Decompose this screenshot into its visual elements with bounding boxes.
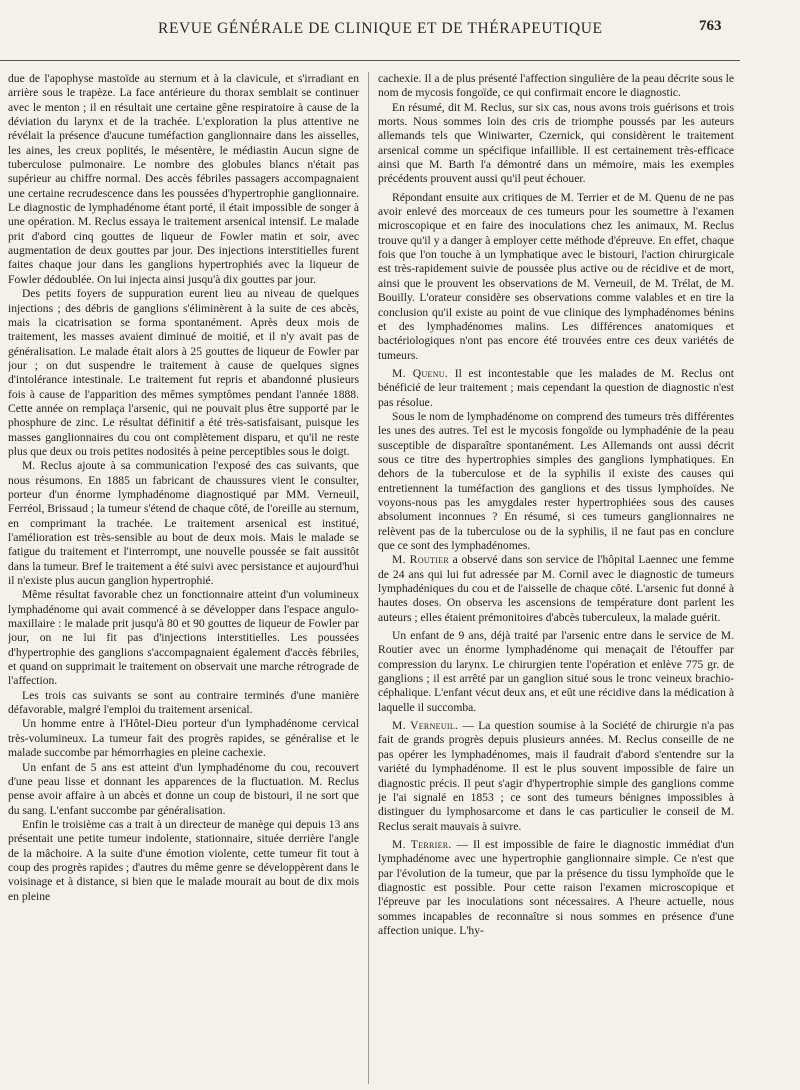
column-divider xyxy=(368,72,369,1084)
paragraph: Des petits foyers de suppuration eurent lieu au niveau de quelques injections ; des débris de ganglions s'éliminèrent à la suite de ces abcès, mais la cicatrisation se forma spontanément. Après deux mois de traitement, les masses avaient diminué de moitié, et il n'y avait pas de généralisation. Le malade était alors à 25 gouttes de liqueur de Fowler par jour ; on dut suspendre le traitement à cause de quelques signes d'intolérance intestinale. Le traitement fut repris et abandonné plusieurs fois à cause de l'apparition des mêmes symptômes pendant l'année 1888. Cette année on remplaça l'arsenic, qui ne pouvait plus être supporté par le phosphure de zinc. Le résultat définitif a été très-satisfaisant, puisque les masses ganglionnaires du cou ont complètement disparu, et qu'il ne reste plus que deux ou trois petites nodosités à peine perceptibles sous le doigt. xyxy=(8,287,359,458)
header-rule xyxy=(0,60,740,61)
speaker-name: M. Verneuil. xyxy=(392,719,459,733)
page-header xyxy=(0,14,800,44)
page-number: 763 xyxy=(699,18,722,34)
paragraph: Sous le nom de lymphadénome on comprend des tumeurs très différentes les unes des autres. Tel est le mycosis fongoïde ou lymphadénie de la peau susceptible de disparaître spontanément. Les Allemands ont aussi décrit sous ce titre des hypertrophies simples des ganglions lymphatiques. En dehors de la tuberculose et de la syphilis il existe des causes qui entretiennent la tuméfaction des ganglions et des tissus lymphoïdes. Ne voyons-nous pas les amygdales rester hypertrophiées sous des causes absolument inconnues ? En résumé, si ces tumeurs ganglionnaires ne relèvent pas de la tuberculose ou de la syphilis, il ne faut pas en conclure que ce sont des lymphadénomes. xyxy=(378,409,734,552)
paragraph: Les trois cas suivants se sont au contraire terminés d'une manière défavorable, malgré l'emploi du traitement arsenical. xyxy=(8,688,359,717)
paragraph: Même résultat favorable chez un fonctionnaire atteint d'un volumineux lymphadénome qui avait commencé à se développer dans l'espace angulo-maxillaire : le malade prit jusqu'à 80 et 90 gouttes de liqueur de Fowler par jour, on ne lui fit pas d'injections interstitielles. Les poussées d'hypertrophie des ganglions s'accompagnaient également d'accès fébriles, et quand on supprimait le traitement on observait une marche rétrograde de l'affection. xyxy=(8,588,359,688)
paragraph: Un enfant de 5 ans est atteint d'un lymphadénome du cou, recouvert d'une peau lisse et donnant les apparences de la fluctuation. M. Reclus pense avoir affaire à un abcès et donne un coup de bistouri, il ne sort que du sang. L'enfant succombe par généralisation. xyxy=(8,760,359,817)
left-column xyxy=(8,72,359,1084)
paragraph: Un homme entre à l'Hôtel-Dieu porteur d'un lymphadénome cervical très-volumineux. La tumeur fait des progrès rapides, se généralise et le malade succombe par hémorrhagies en pleine cachexie. xyxy=(8,717,359,760)
paragraph: M. Verneuil. — La question soumise à la Société de chirurgie n'a pas fait de grands progrès depuis plusieurs années. M. Reclus conseille de ne pas opérer les lymphadénomes, mais il faudrait d'abord s'entendre sur la variété du lymphadénome. Il est le plus souvent impossible de faire un diagnostic précis. Il peut s'agir d'hypertrophie simple des ganglions comme je l'ai signalé en 1853 ; ce sont des tumeurs bénignes impossibles à distinguer du lymphosarcome et dans le cas particulier le conseil de M. Reclus serait mauvais à suivre. xyxy=(378,719,734,833)
paragraph: Enfin le troisième cas a trait à un directeur de manège qui depuis 13 ans présentait une petite tumeur indolente, stationnaire, située derrière l'angle de la mâchoire. A la suite d'une émotion violente, cette tumeur fit tout à coup des progrès rapides ; d'autres du même genre se développèrent dans le voisinage et à distance, si bien que le malade mourait au bout de dix mois en pleine xyxy=(8,817,359,903)
paragraph: cachexie. Il a de plus présenté l'affection singulière de la peau décrite sous le nom de mycosis fongoïde, ce qui confirmait encore le diagnostic. xyxy=(378,72,734,100)
paragraph: Un enfant de 9 ans, déjà traité par l'arsenic entre dans le service de M. Routier avec un énorme lymphadénome qui menaçait de l'étouffer par compression du larynx. Le chirurgien tente l'opération et enlève 775 gr. de ganglions ; il est arrêté par un ganglion situé sous le tronc veineux brachio-céphalique. L'enfant vécut deux ans, et eût une récidive dans la médication à laquelle il succomba. xyxy=(378,629,734,714)
paragraph: M. Routier a observé dans son service de l'hôpital Laennec une femme de 24 ans qui lui fut adressée par M. Cornil avec le diagnostic de tumeurs lymphadéniques du cou et de l'aisselle de chaque côté. L'arsenic fut donné à hautes doses. On observa les ascensions de température dont parlent les auteurs ; elles étaient prémonitoires d'abcès tuberculeux, la malade guérit. xyxy=(378,553,734,624)
running-title: REVUE GÉNÉRALE DE CLINIQUE ET DE THÉRAPEUTIQUE xyxy=(158,20,603,37)
right-column xyxy=(378,72,734,1084)
speaker-name: M. Routier xyxy=(392,553,449,567)
paragraph: M. Terrier. — Il est impossible de faire le diagnostic immédiat d'un lymphadénome avec une hypertrophie ganglionnaire simple. Ce n'est que par l'évolution de la tumeur, que par la présence du tissu lymphoïde que le diagnostic est possible. Pour cette raison l'examen microscopique et l'épreuve par les inoculations sont nécessaires. A l'heure actuelle, nous sommes incapables de reconnaître si nous sommes en présence d'une affection unique. L'hy- xyxy=(378,837,734,937)
paragraph: En résumé, dit M. Reclus, sur six cas, nous avons trois guérisons et trois morts. Nous sommes loin des cris de triomphe poussés par les auteurs allemands tels que Winiwarter, Czernick, qui considèrent le traitement arsenical comme un spécifique infaillible. Il est certainement très-efficace ainsi que M. Barth l'a démontré dans un mémoire, mais les exemples précédents prouvent aussi qu'il peut échouer. xyxy=(378,100,734,186)
speaker-name: M. Quenu. xyxy=(392,366,449,380)
paragraph: Répondant ensuite aux critiques de M. Terrier et de M. Quenu de ne pas avoir enlevé des morceaux de ces tumeurs pour les soumettre à l'examen microscopique et en faire des inoculations chez les animaux, M. Reclus trouve qu'il y a danger à employer cette méthode d'épreuve. En effet, chaque fois que l'on touche à un lymphatique avec le bistouri, l'action chirurgicale est très-rapidement suivie de poussée plus active ou de récidive et de mort, ainsi que le prouvent les observations de M. Verneuil, de M. Trélat, de M. Bouilly. L'orateur considère ses observations comme valables et en tire la conclusion qu'il existe au point de vue clinique des lymphadénomes bénins et des lymphadénomes malins. Les différences anatomiques et bactériologiques n'ont pas encore été trouvées entre ces deux variétés de tumeurs. xyxy=(378,190,734,362)
paragraph: M. Quenu. Il est incontestable que les malades de M. Reclus ont bénéficié de leur traitement ; mais cependant la question de diagnostic n'est pas résolue. xyxy=(378,366,734,409)
speaker-name: M. Terrier. xyxy=(392,837,452,851)
paragraph: due de l'apophyse mastoïde au sternum et à la clavicule, et s'irradiant en arrière sous le trapèze. La face antérieure du thorax semblait se continuer avec le menton ; il en résultait une certaine gêne respiratoire à cause de la déviation du larynx et de la trachée. L'exploration la plus attentive ne révélait la présence d'aucune tuméfaction ganglionnaire dans les aisselles, les aines, les creux poplités, le mésentère, le médiastin Aucun signe de tuberculose pulmonaire. Le nombre des globules blancs n'était pas supérieur au chiffre normal. Des accès fébriles passagers accompagnaient une certaine recrudescence dans les poussées d'hypertrophie ganglionnaire. Le diagnostic de lymphadénome étant porté, il était impossible de songer à une opération. M. Reclus essaya le traitement arsenical intensif. Le malade prit d'abord cinq gouttes de liqueur de Fowler matin et soir, avec augmentation de deux gouttes par jour. Des injections interstitielles furent faites chaque jour dans les ganglions hypertrophiés avec la liqueur de Fowler dédoublée. On lui injecta ainsi jusqu'à dix gouttes par jour. xyxy=(8,72,359,286)
paragraph: M. Reclus ajoute à sa communication l'exposé des cas suivants, que nous résumons. En 1885 un fabricant de chaussures vient le consulter, porteur d'un énorme lymphadénome diagnostiqué par MM. Verneuil, Ferréol, Brissaud ; la tumeur s'étend de chaque côté, de l'oreille au sternum, en comprimant la trachée. Le traitement arsenical est institué, l'amélioration est très-sensible au bout de deux mois. Mais le malade se fatigue du traitement et l'interrompt, une nouvelle poussée se fait aussitôt dans la tumeur. Bref le traitement a été suivi avec persistance et aujourd'hui il n'existe plus aucun ganglion hypertrophié. xyxy=(8,459,359,588)
